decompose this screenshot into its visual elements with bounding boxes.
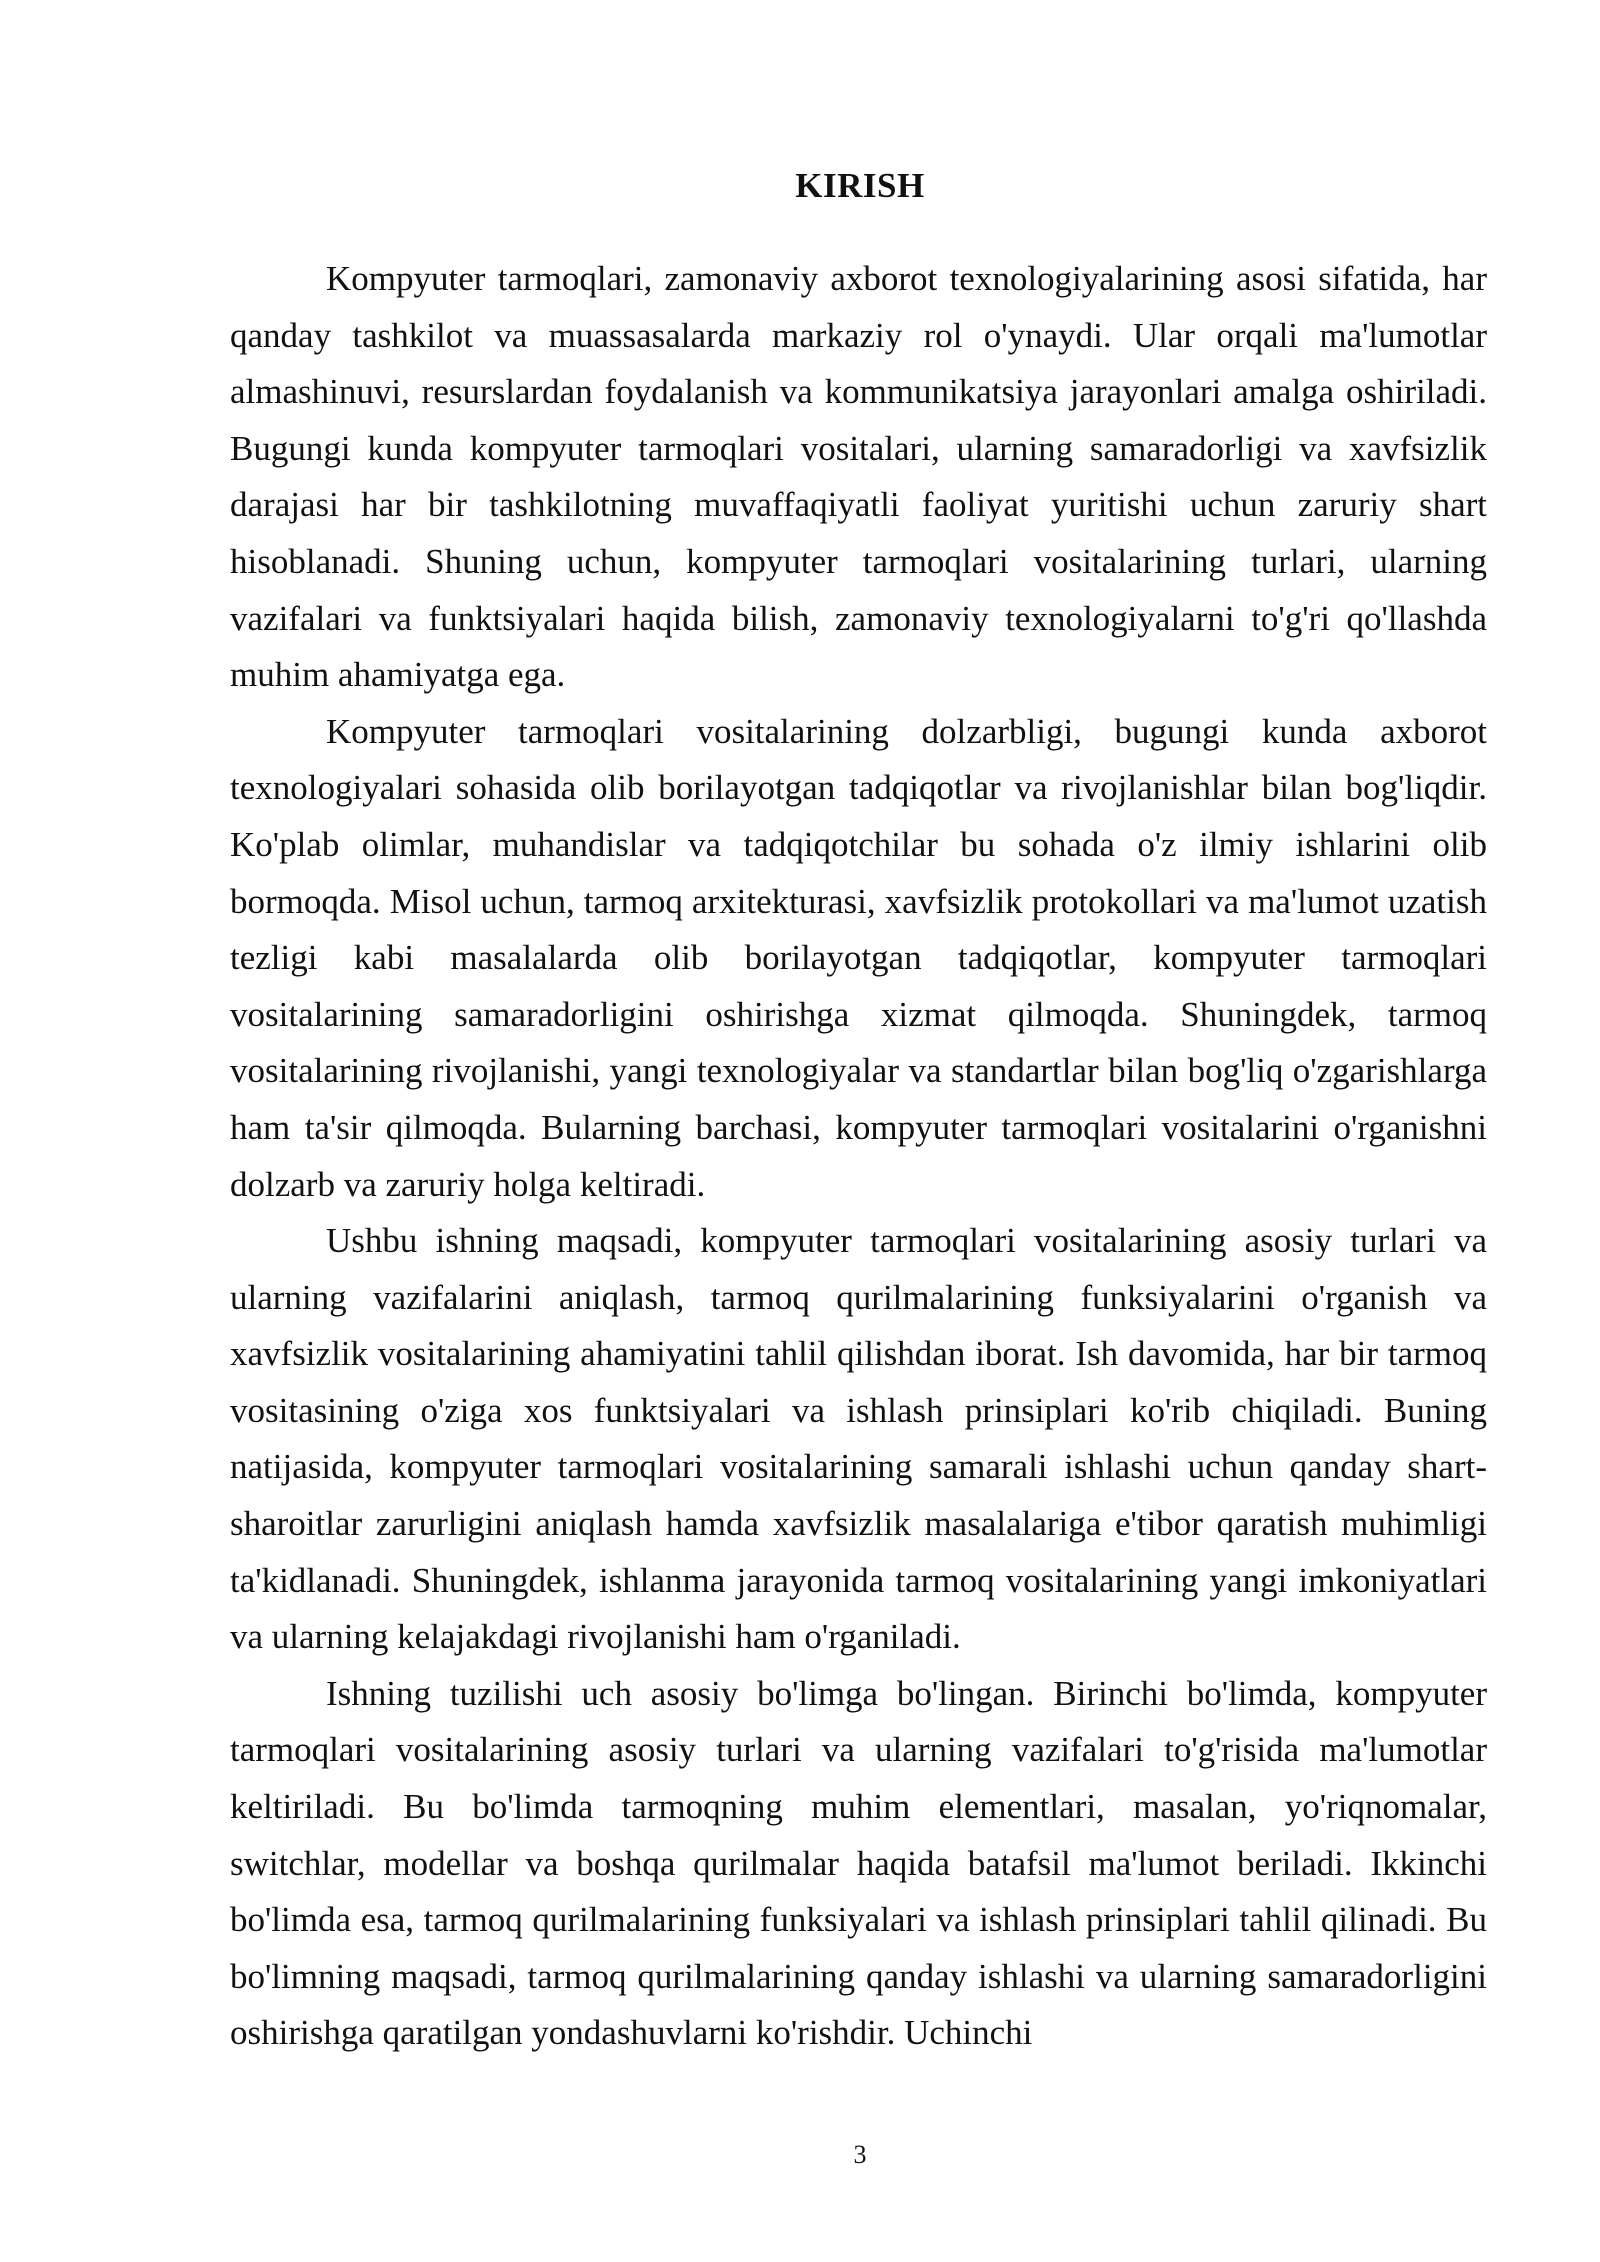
- body-text: [230, 251, 1487, 2062]
- section-title: KIRISH: [795, 166, 925, 205]
- paragraph-2: Kompyuter tarmoqlari vositalarining dolzarbligi, bugungi kunda axborot texnologiyalari sohasida olib borilayotgan tadqiqotlar va rivojlanishlar bilan bog'liqdir. Ko'plab olimlar, muhandislar va tadqiqotchilar bu sohada o'z ilmiy ishlarini olib bormoqda. Misol uchun, tarmoq arxitekturasi, xavfsizlik protokollari va ma'lumot uzatish tezligi kabi masalalarda olib borilayotgan tadqiqotlar, kompyuter tarmoqlari vositalarining samaradorligini oshirishga xizmat qilmoqda. Shuningdek, tarmoq vositalarining rivojlanishi, yangi texnologiyalar va standartlar bilan bog'liq o'zgarishlarga ham ta'sir qilmoqda. Bularning barchasi, kompyuter tarmoqlari vositalarini o'rganishni dolzarb va zaruriy holga keltiradi.: [230, 711, 1487, 1204]
- paragraph-1: Kompyuter tarmoqlari, zamonaviy axborot texnologiyalarining asosi sifatida, har qanday tashkilot va muassasalarda markaziy rol o'ynaydi. Ular orqali ma'lumotlar almashinuvi, resurslardan foydalanish va kommunikatsiya jarayonlari amalga oshiriladi. Bugungi kunda kompyuter tarmoqlari vositalari, ularning samaradorligi va xavfsizlik darajasi har bir tashkilotning muvaffaqiyatli faoliyat yuritishi uchun zaruriy shart hisoblanadi. Shuning uchun, kompyuter tarmoqlari vositalarining turlari, ularning vazifalari va funktsiyalari haqida bilish, zamonaviy texnologiyalarni to'g'ri qo'llashda muhim ahamiyatga ega.: [230, 259, 1487, 695]
- paragraph-4: Ishning tuzilishi uch asosiy bo'limga bo'lingan. Birinchi bo'limda, kompyuter tarmoqlari vositalarining asosiy turlari va ularning vazifalari to'g'risida ma'lumotlar keltiriladi. Bu bo'limda tarmoqning muhim elementlari, masalan, yo'riqnomalar, switchlar, modellar va boshqa qurilmalar haqida batafsil ma'lumot beriladi. Ikkinchi bo'limda esa, tarmoq qurilmalarining funksiyalari va ishlash prinsiplari tahlil qilinadi. Bu bo'limning maqsadi, tarmoq qurilmalarining qanday ishlashi va ularning samaradorligini oshirishga qaratilgan yondashuvlarni ko'rishdir. Uchinchi: [230, 1673, 1487, 2053]
- page-number: 3: [853, 2140, 867, 2169]
- paragraph-3: Ushbu ishning maqsadi, kompyuter tarmoqlari vositalarining asosiy turlari va ularning vazifalarini aniqlash, tarmoq qurilmalarining funksiyalarini o'rganish va xavfsizlik vositalarining ahamiyatini tahlil qilishdan iborat. Ish davomida, har bir tarmoq vositasining o'ziga xos funktsiyalari va ishlash prinsiplari ko'rib chiqiladi. Buning natijasida, kompyuter tarmoqlari vositalarining samarali ishlashi uchun qanday shart-sharoitlar zarurligini aniqlash hamda xavfsizlik masalalariga e'tibor qaratish muhimligi ta'kidlanadi. Shuningdek, ishlanma jarayonida tarmoq vositalarining yangi imkoniyatlari va ularning kelajakdagi rivojlanishi ham o'rganiladi.: [230, 1221, 1487, 1657]
